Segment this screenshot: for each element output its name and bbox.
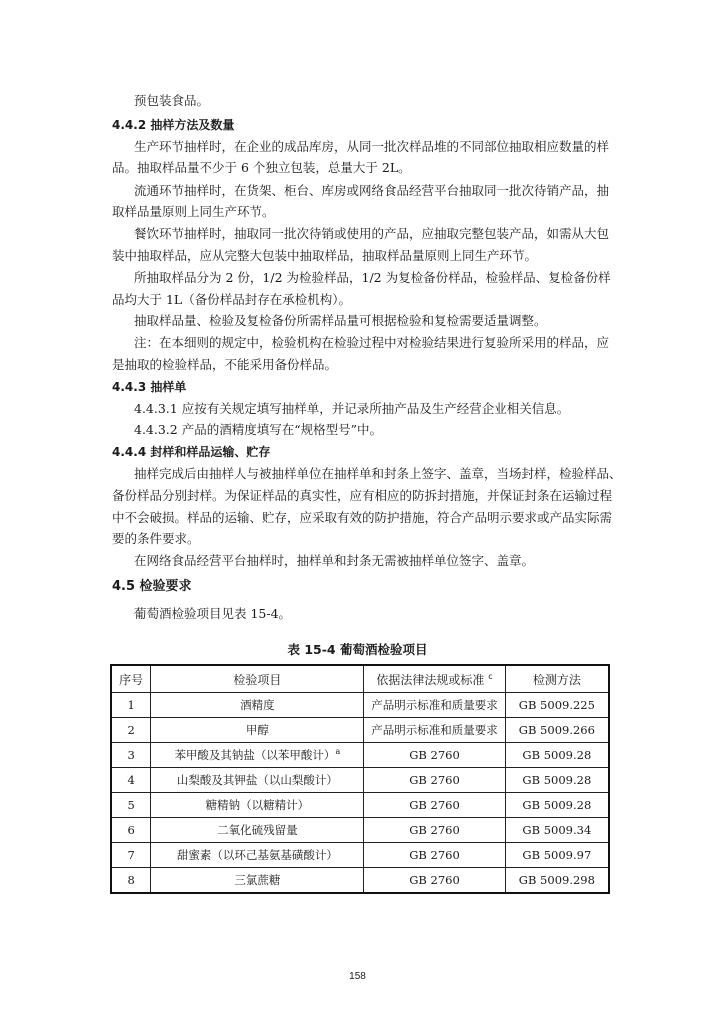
cell-method: GB 5009.225 — [505, 693, 609, 718]
cell-serial: 8 — [111, 868, 151, 894]
header-label: 检验项目 — [233, 672, 282, 687]
header-serial-number — [111, 665, 151, 693]
table-header-row — [111, 665, 609, 693]
table-row — [111, 768, 609, 793]
header-inspection-item — [151, 665, 364, 693]
body-text: 中不会破损。样品的运输、贮存，应采取有效的防护措施，符合产品明示要求或产品实际需 — [112, 510, 613, 525]
table-row — [111, 868, 609, 894]
page-number: 158 — [349, 971, 366, 982]
cell-item — [151, 743, 364, 768]
header-test-method — [505, 665, 609, 693]
body-text: 所抽取样品分为 2 份，1/2 为检验样品，1/2 为复检备份样品，检验样品、复检备份样 — [134, 270, 611, 285]
cell-method: GB 5009.28 — [505, 743, 609, 768]
header-label: 依据法律法规或标准 — [376, 672, 485, 687]
item-label: 酒精度 — [240, 698, 275, 712]
section-heading-4-4-3: 4.4.3 抽样单 — [112, 380, 187, 394]
note-text: 是抽取的检验样品，不能采用备份样品。 — [112, 357, 338, 372]
section-heading-4-4-4: 4.4.4 封样和样品运输、贮存 — [112, 445, 271, 459]
cell-method: GB 5009.34 — [505, 818, 609, 843]
body-text: 餐饮环节抽样时，抽取同一批次待销或使用的产品，应抽取完整包装产品，如需从大包 — [134, 226, 610, 241]
header-basis-standard — [364, 665, 505, 693]
cell-basis: GB 2760 — [364, 768, 505, 793]
cell-serial: 7 — [111, 843, 151, 868]
body-text: 要的条件要求。 — [112, 531, 200, 546]
table-row — [111, 793, 609, 818]
item-label: 糖精钠（以糖精计） — [205, 798, 310, 812]
table-row — [111, 743, 609, 768]
body-text: 葡萄酒检验项目见表 15-4。 — [134, 606, 292, 621]
body-text: 预包装食品。 — [134, 93, 210, 108]
cell-basis: GB 2760 — [364, 868, 505, 894]
item-label: 山梨酸及其钾盐（以山梨酸计） — [176, 773, 338, 787]
cell-serial: 2 — [111, 718, 151, 743]
footnote-marker: a — [335, 747, 341, 757]
cell-serial: 5 — [111, 793, 151, 818]
item-label: 二氧化硫残留量 — [217, 823, 298, 837]
item-label: 三氯蔗糖 — [234, 873, 281, 887]
body-text: 备份样品分别封样。为保证样品的真实性，应有相应的防拆封措施，并保证封条在运输过程 — [112, 488, 613, 503]
body-text: 4.4.3.1 应按有关规定填写抽样单，并记录所抽产品及生产经营企业相关信息。 — [134, 401, 570, 416]
body-text: 流通环节抽样时，在货架、柜台、库房或网络食品经营平台抽取同一批次待销产品，抽 — [134, 183, 610, 198]
body-text: 4.4.3.2 产品的酒精度填写在“规格型号”中。 — [134, 422, 382, 437]
item-label: 甲醇 — [245, 723, 269, 737]
body-text: 装中抽取样品，应从完整大包装中抽取样品，抽取样品量原则上同生产环节。 — [112, 248, 538, 263]
table-row — [111, 718, 609, 743]
inspection-items-table — [110, 664, 610, 894]
cell-method: GB 5009.28 — [505, 768, 609, 793]
cell-item — [151, 818, 364, 843]
cell-serial: 1 — [111, 693, 151, 718]
cell-basis: 产品明示标准和质量要求 — [364, 718, 505, 743]
cell-item — [151, 768, 364, 793]
item-label: 甜蜜素（以环己基氨基磺酸计） — [176, 848, 338, 862]
table-row — [111, 818, 609, 843]
cell-basis: GB 2760 — [364, 743, 505, 768]
cell-method: GB 5009.28 — [505, 793, 609, 818]
cell-basis: GB 2760 — [364, 818, 505, 843]
section-heading-4-4-2: 4.4.2 抽样方法及数量 — [112, 118, 235, 132]
cell-basis: 产品明示标准和质量要求 — [364, 693, 505, 718]
cell-serial: 6 — [111, 818, 151, 843]
table-row — [111, 693, 609, 718]
cell-item — [151, 843, 364, 868]
body-text: 取样品量原则上同生产环节。 — [112, 204, 275, 219]
note-text: 注：在本细则的规定中，检验机构在检验过程中对检验结果进行复验所采用的样品，应 — [134, 335, 610, 350]
body-text: 抽取样品量、检验及复检备份所需样品量可根据检验和复检需要适量调整。 — [134, 313, 547, 328]
cell-method: GB 5009.97 — [505, 843, 609, 868]
header-label: 检测方法 — [532, 672, 581, 687]
body-text: 抽样完成后由抽样人与被抽样单位在抽样单和封条上签字、盖章，当场封样，检验样品、 — [134, 466, 622, 481]
body-text: 在网络食品经营平台抽样时，抽样单和封条无需被抽样单位签字、盖章。 — [134, 553, 535, 568]
cell-item — [151, 693, 364, 718]
cell-method: GB 5009.298 — [505, 868, 609, 894]
cell-item — [151, 718, 364, 743]
cell-serial: 4 — [111, 768, 151, 793]
footnote-marker: c — [488, 671, 493, 681]
cell-basis: GB 2760 — [364, 793, 505, 818]
cell-serial: 3 — [111, 743, 151, 768]
body-text: 品均大于 1L（备份样品封存在承检机构）。 — [112, 292, 351, 307]
table-caption: 表 15-4 葡萄酒检验项目 — [287, 642, 428, 657]
cell-item — [151, 868, 364, 894]
cell-item — [151, 793, 364, 818]
header-label: 序号 — [119, 672, 144, 687]
cell-method: GB 5009.266 — [505, 718, 609, 743]
body-text: 生产环节抽样时，在企业的成品库房，从同一批次样品堆的不同部位抽取相应数量的样 — [134, 139, 610, 154]
table-row — [111, 843, 609, 868]
cell-basis: GB 2760 — [364, 843, 505, 868]
section-heading-4-5: 4.5 检验要求 — [112, 579, 192, 594]
body-text: 品。抽取样品量不少于 6 个独立包装，总量大于 2L。 — [112, 160, 411, 175]
item-label: 苯甲酸及其钠盐（以苯甲酸计） — [174, 748, 336, 762]
